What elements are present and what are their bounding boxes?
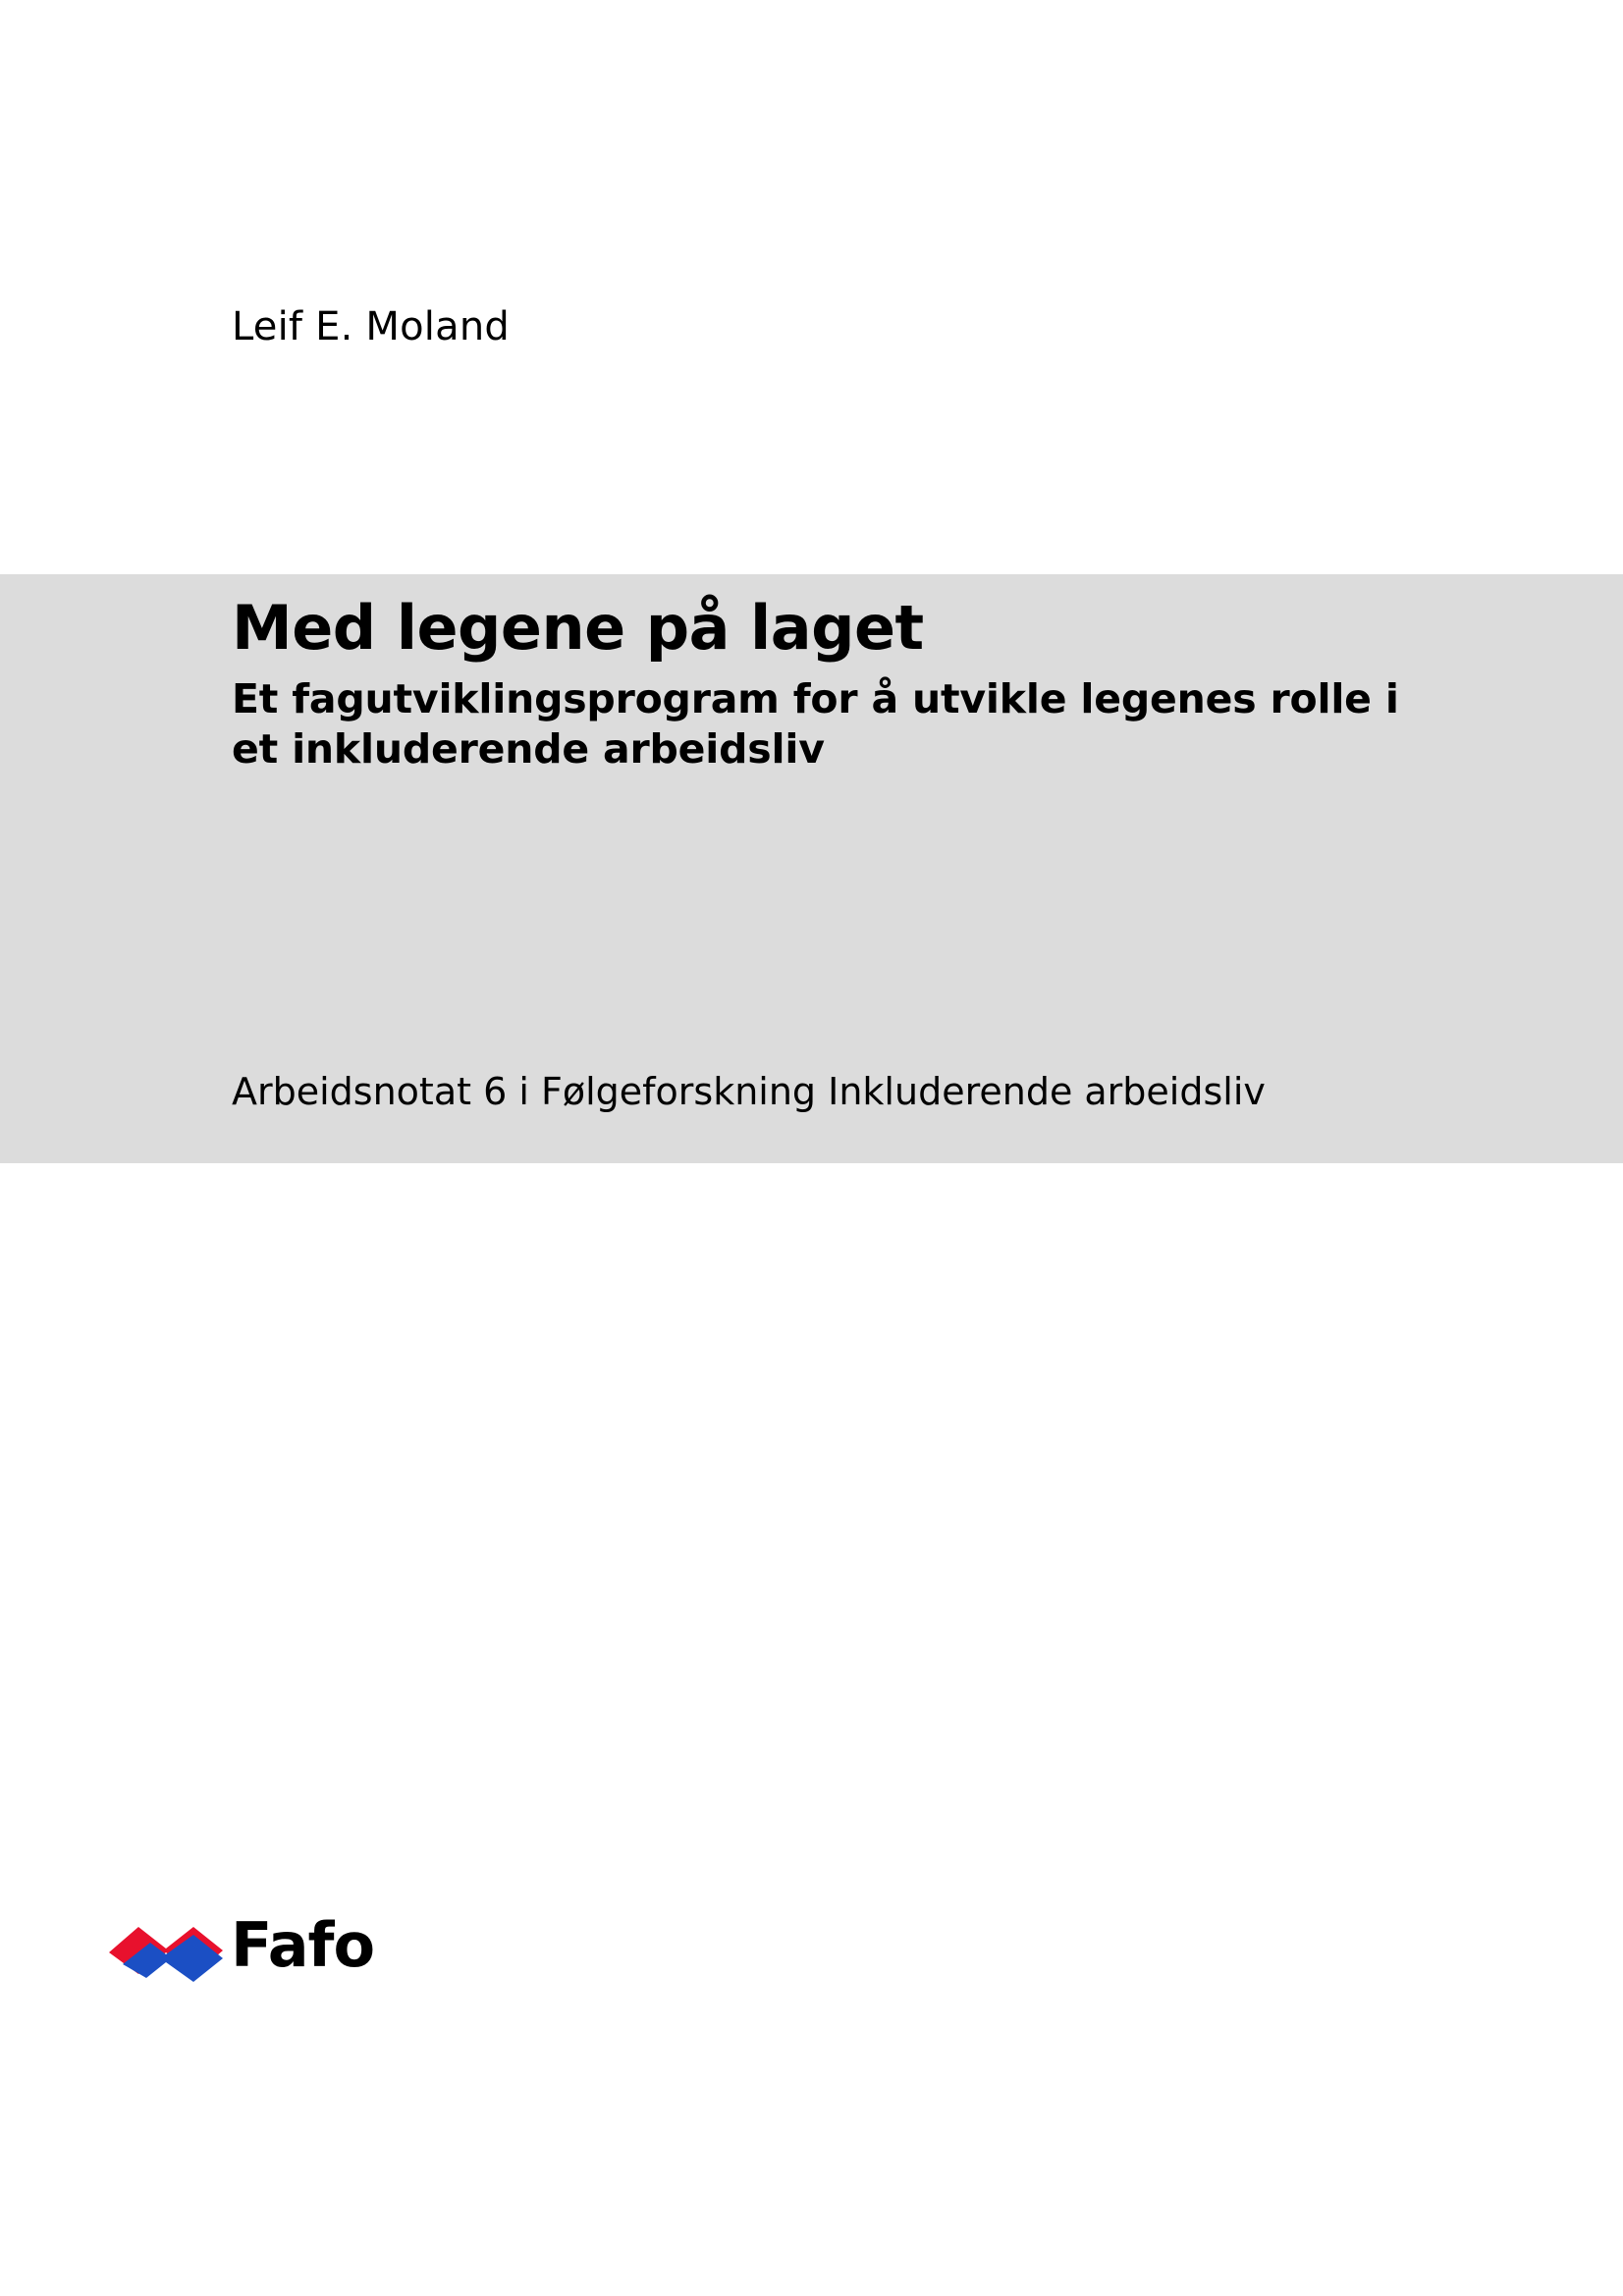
- author-name: Leif E. Moland: [232, 304, 510, 349]
- publisher-wordmark: Fafo: [231, 1909, 375, 1981]
- series-note: Arbeidsnotat 6 i Følgeforskning Inkluderende arbeidsliv: [232, 1070, 1266, 1113]
- fafo-logo: [103, 1909, 388, 1998]
- title-band-content: [232, 574, 1508, 1163]
- title-band: [0, 574, 1623, 1163]
- page-subtitle: Et fagutviklingsprogram for å utvikle legenes rolle i et inkluderende arbeidsliv: [232, 675, 1399, 774]
- page-title: Med legene på laget: [232, 592, 924, 664]
- fafo-mark-icon: [103, 1919, 231, 1998]
